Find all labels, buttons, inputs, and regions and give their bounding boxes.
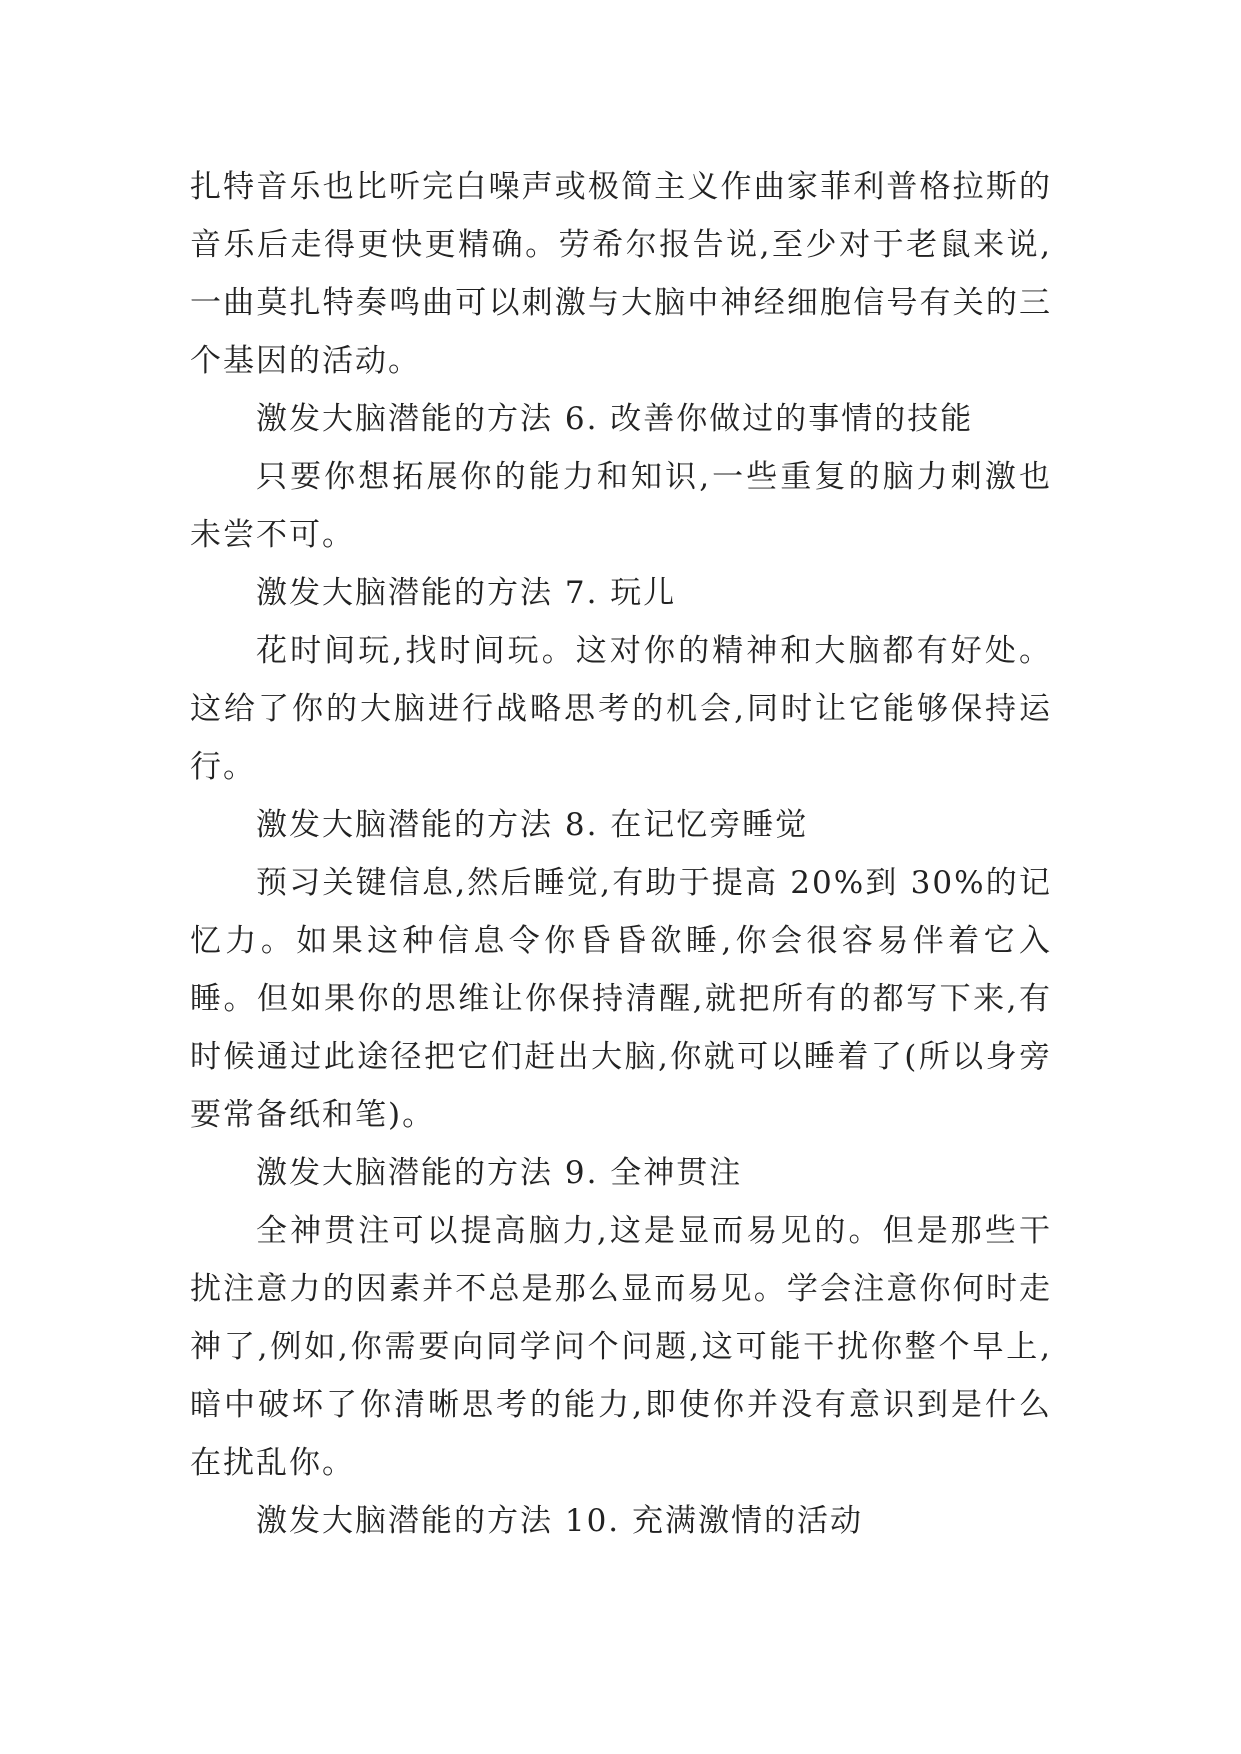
section-heading: 激发大脑潜能的方法 9. 全神贯注 [256, 1155, 743, 1191]
body-paragraph: 只要你想拓展你的能力和知识,一些重复的脑力刺激也未尝不可。 [190, 459, 1052, 553]
body-paragraph: 全神贯注可以提高脑力,这是显而易见的。但是那些干扰注意力的因素并不总是那么显而易见。学会注意你何时走神了,例如,你需要向同学问个问题,这可能干扰你整个早上,暗中破坏了你清晰思考的能力,即使你并没有意识到是什么在扰乱你。 [190, 1213, 1052, 1481]
section-heading: 激发大脑潜能的方法 6. 改善你做过的事情的技能 [256, 401, 974, 437]
body-paragraph: 花时间玩,找时间玩。这对你的精神和大脑都有好处。这给了你的大脑进行战略思考的机会,同时让它能够保持运行。 [190, 633, 1052, 785]
section-heading: 激发大脑潜能的方法 10. 充满激情的活动 [256, 1503, 864, 1539]
body-paragraph: 扎特音乐也比听完白噪声或极简主义作曲家菲利普格拉斯的音乐后走得更快更精确。劳希尔报告说,至少对于老鼠来说,一曲莫扎特奏鸣曲可以刺激与大脑中神经细胞信号有关的三个基因的活动。 [190, 169, 1052, 379]
section-heading: 激发大脑潜能的方法 8. 在记忆旁睡觉 [256, 807, 809, 843]
body-paragraph: 预习关键信息,然后睡觉,有助于提高 20%到 30%的记忆力。如果这种信息令你昏昏欲睡,你会很容易伴着它入睡。但如果你的思维让你保持清醒,就把所有的都写下来,有时候通过此途径把它们赶出大脑,你就可以睡着了(所以身旁要常备纸和笔)。 [190, 865, 1053, 1133]
document-body [190, 158, 1052, 1550]
section-heading: 激发大脑潜能的方法 7. 玩儿 [256, 575, 677, 611]
